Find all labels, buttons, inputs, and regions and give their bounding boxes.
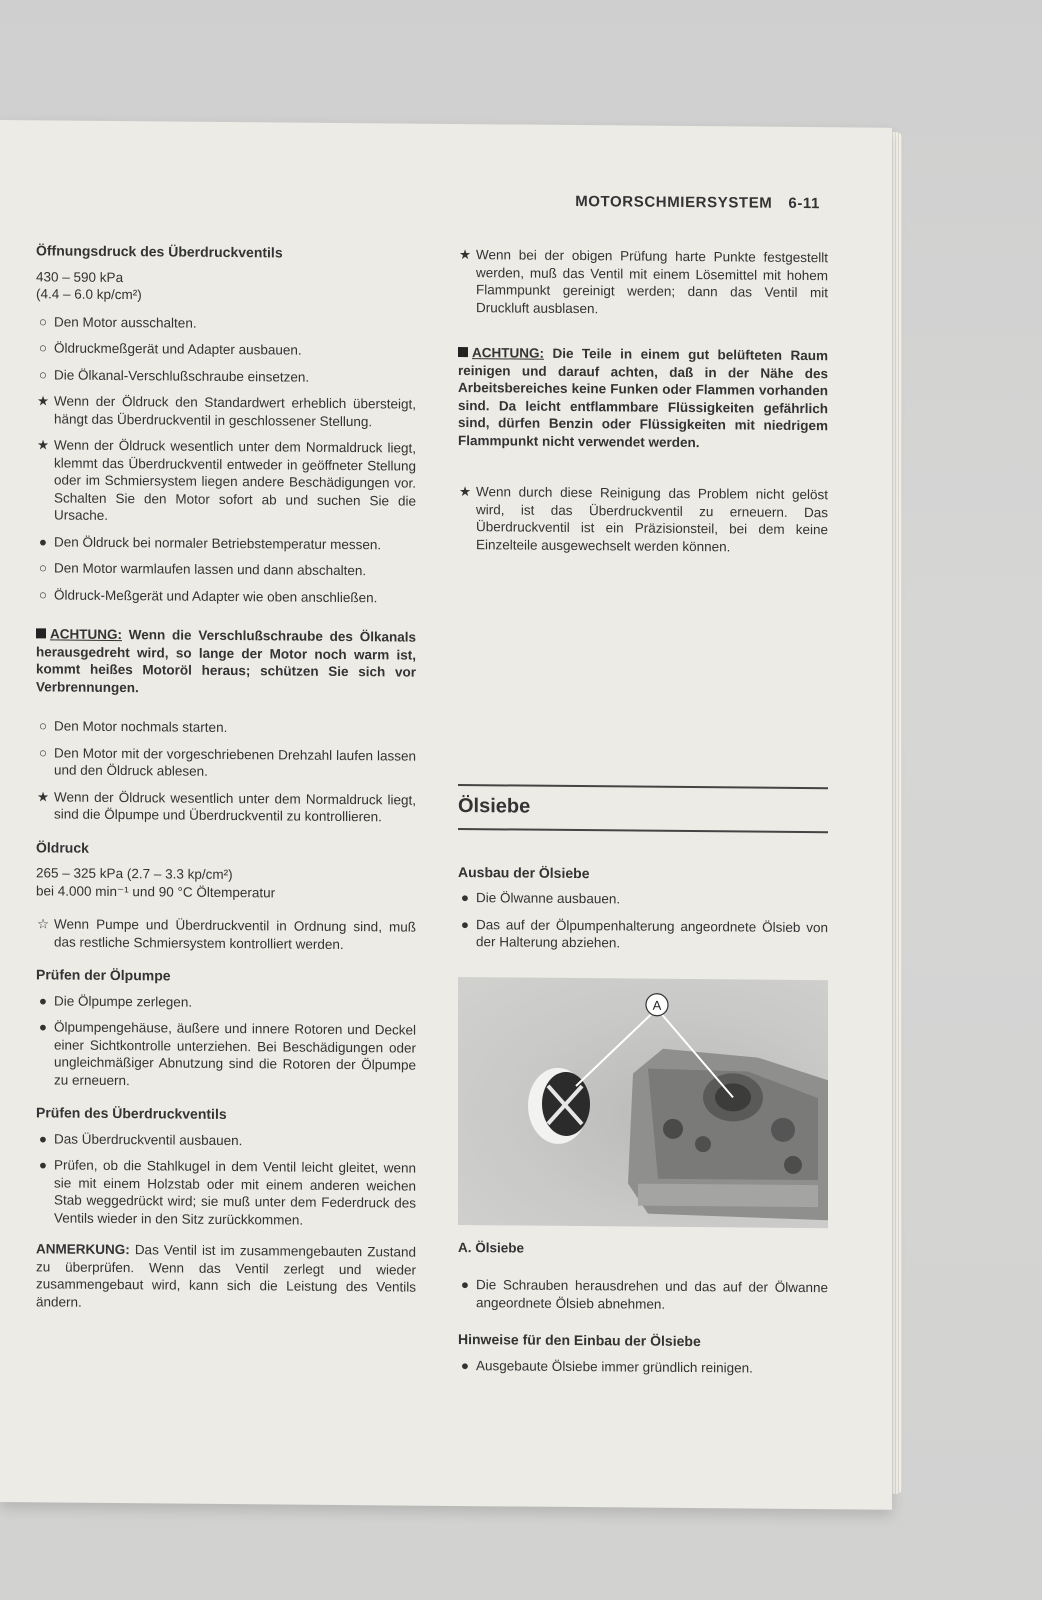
list-group: [36, 313, 416, 607]
list-item: [458, 483, 828, 556]
list-item-text: Öldruck-Meßgerät und Adapter wie oben anschließen.: [54, 586, 378, 605]
heading-check-oil-pump: Prüfen der Ölpumpe: [36, 966, 171, 984]
spec-value: (4.4 – 6.0 kp/cm²): [36, 286, 142, 303]
section-rule-bottom: [458, 827, 828, 832]
list-item: [458, 915, 828, 953]
bullet-icon: ○: [38, 560, 48, 576]
bullet-icon: ●: [38, 992, 48, 1008]
list-item: [36, 533, 416, 554]
list-item: [36, 366, 416, 387]
page-number: 6-11: [788, 194, 820, 213]
list-group: [458, 246, 828, 319]
list-group: [36, 717, 416, 826]
list-item-text: Die Ölpumpe zerlegen.: [54, 992, 193, 1010]
list-group: [458, 1356, 828, 1377]
list-item-text: Wenn der Öldruck den Standardwert erheblich übersteigt, hängt das Überdruckventil in geschlossener Stellung.: [54, 393, 416, 429]
list-item: [458, 889, 828, 910]
bullet-icon: ★: [36, 437, 50, 453]
list-item: [36, 744, 416, 782]
bullet-icon: ○: [38, 744, 48, 760]
list-item-text: Die Ölwanne ausbauen.: [476, 890, 621, 907]
bullet-icon: ●: [38, 533, 48, 549]
note-text: Das Ventil ist im zusammengebauten Zustand zu überprüfen. Wenn das Ventil zerlegt und wieder zusammengebaut wird, kann sich die Leistung des Ventils ändern.: [36, 1242, 416, 1310]
heading-oil-strainer-removal: Ausbau der Ölsiebe: [458, 863, 590, 881]
left-column: [36, 242, 416, 1313]
list-item-text: Wenn durch diese Reinigung das Problem nicht gelöst wird, ist das Überdruckventil zu erneuern. Das Überdruckventil ist ein Präzisionsteil, bei dem keine Einzelteile ausgewechselt werden können.: [476, 484, 828, 554]
warning-block: [458, 344, 828, 452]
list-group: [458, 1276, 828, 1314]
heading-installation-notes: Hinweise für den Einbau der Ölsiebe: [458, 1330, 701, 1350]
list-group: [458, 889, 828, 954]
list-item-text: Ölpumpengehäuse, äußere und innere Rotoren und Deckel einer Sichtkontrolle unterziehen. Bei Beschädigungen oder ungleichmäßiger Abnutzung sind die Rotoren der Ölpumpe zu erneuern.: [54, 1019, 416, 1088]
bullet-icon: ●: [460, 1357, 470, 1373]
list-item: [458, 246, 828, 319]
list-group: [36, 992, 416, 1092]
warning-label: ACHTUNG:: [472, 345, 544, 361]
spec-value: 430 – 590 kPa: [36, 268, 124, 285]
heading-oil-pressure: Öldruck: [36, 838, 89, 856]
right-column: [458, 246, 828, 1386]
running-header: [575, 193, 820, 212]
bullet-icon: ●: [38, 1157, 48, 1173]
bullet-icon: ★: [36, 393, 50, 409]
list-group: [36, 1130, 416, 1230]
list-item-text: Die Ölkanal-Verschlußschraube einsetzen.: [54, 366, 310, 385]
list-item: [36, 788, 416, 826]
bullet-icon: ★: [458, 484, 472, 500]
photo-callout-label: A: [652, 997, 662, 1013]
bullet-icon: ○: [38, 718, 48, 734]
engine-photo-illustration: [458, 976, 828, 1227]
bullet-icon: ●: [38, 1130, 48, 1146]
list-item-text: Ausgebaute Ölsiebe immer gründlich reinigen.: [476, 1357, 753, 1376]
list-item-text: Öldruckmeßgerät und Adapter ausbauen.: [54, 340, 302, 358]
bullet-icon: ☆: [36, 916, 50, 932]
list-item: [36, 717, 416, 738]
section-title: Ölsiebe: [458, 794, 531, 818]
list-item-text: Den Öldruck bei normaler Betriebstemperatur messen.: [54, 533, 382, 552]
bullet-icon: ○: [38, 366, 48, 382]
list-item-text: Die Schrauben herausdrehen und das auf der Ölwanne angeordnete Ölsieb abnehmen.: [476, 1277, 828, 1312]
list-item-text: Wenn Pumpe und Überdruckventil in Ordnung sind, muß das restliche Schmiersystem kontrolliert werden.: [54, 916, 416, 952]
list-item: [36, 1130, 416, 1151]
warning-text: Die Teile in einem gut belüfteten Raum reinigen und darauf achten, daß in der Nähe des Arbeitsbereiches keine Funken oder Flammen vorhanden sind. Da leicht entflammbare Flüssigkeiten gefährlich sind, dürfen Benzin oder Flüssigkeiten mit niedrigem Flammpunkt nicht verwendet werden.: [458, 345, 828, 450]
oil-strainer-photo: [458, 976, 828, 1227]
list-item-text: Den Motor ausschalten.: [54, 313, 197, 331]
list-group: [458, 483, 828, 556]
bullet-icon: ●: [460, 890, 470, 906]
list-item-text: Prüfen, ob die Stahlkugel in dem Ventil leicht gleitet, wenn sie mit einem Holzstab oder mit einem anderen weichen Stab weggedrückt wird; sie muß unter dem Federdruck des Ventils wieder in den Sitz zurückkommen.: [54, 1157, 416, 1228]
list-item: [36, 1018, 416, 1091]
bullet-icon: ○: [38, 313, 48, 329]
list-group: [36, 915, 416, 953]
heading-check-relief-valve: Prüfen des Überdruckventils: [36, 1104, 227, 1122]
header-title: MOTORSCHMIERSYSTEM: [575, 193, 773, 212]
warning-square-icon: [458, 347, 468, 357]
warning-text: Wenn die Verschlußschraube des Ölkanals herausgedreht wird, so lange der Motor noch warm ist, kommt heißes Motoröl heraus; schützen Sie sich vor Verbrennungen.: [36, 627, 416, 695]
list-item-text: Das Überdruckventil ausbauen.: [54, 1130, 243, 1148]
list-item: [36, 339, 416, 360]
bullet-icon: ●: [38, 1019, 48, 1035]
warning-square-icon: [36, 628, 46, 638]
list-item-text: Den Motor nochmals starten.: [54, 718, 228, 735]
spec-value: 265 – 325 kPa (2.7 – 3.3 kp/cm²): [36, 865, 233, 883]
bullet-icon: ●: [460, 1277, 470, 1293]
spec-value: bei 4.000 min⁻¹ und 90 °C Öltemperatur: [36, 882, 276, 900]
bullet-icon: ★: [36, 788, 50, 804]
list-item-text: Wenn bei der obigen Prüfung harte Punkte festgestellt werden, muß das Ventil mit einem Lösemittel mit hohem Flammpunkt gereinigt werden; dann das Ventil mit Druckluft ausblasen.: [476, 247, 828, 316]
bullet-icon: ○: [38, 586, 48, 602]
list-item-text: Das auf der Ölpumpenhalterung angeordnete Ölsieb von der Halterung abziehen.: [476, 916, 828, 951]
list-item-text: Den Motor mit der vorgeschriebenen Drehzahl laufen lassen und den Öldruck ablesen.: [54, 744, 416, 779]
list-item: [36, 313, 416, 334]
warning-block: [36, 625, 416, 698]
list-item: [36, 392, 416, 430]
list-item: [36, 992, 416, 1013]
list-item-text: Wenn der Öldruck wesentlich unter dem Normaldruck liegt, klemmt das Überdruckventil entweder in geöffneter Stellung oder im Schmiersystem liegen andere Beschädigungen vor. Schalten Sie den Motor sofort ab und suchen Sie die Ursache.: [54, 437, 416, 523]
photo-caption: A. Ölsiebe: [458, 1239, 525, 1256]
list-item: [36, 1156, 416, 1229]
note-label: ANMERKUNG:: [36, 1241, 130, 1258]
list-item: [458, 1276, 828, 1314]
bullet-icon: ●: [460, 916, 470, 932]
list-item-text: Den Motor warmlaufen lassen und dann abschalten.: [54, 560, 367, 579]
list-item: [36, 915, 416, 953]
manual-page: [0, 120, 892, 1510]
heading-opening-pressure: Öffnungsdruck des Überdruckventils: [36, 242, 283, 261]
warning-label: ACHTUNG:: [50, 626, 122, 643]
list-item: [36, 559, 416, 580]
bullet-icon: ★: [458, 247, 472, 263]
list-item: [36, 586, 416, 607]
list-item: [36, 436, 416, 527]
bullet-icon: ○: [38, 340, 48, 356]
list-item: [458, 1356, 828, 1377]
list-item-text: Wenn der Öldruck wesentlich unter dem Normaldruck liegt, sind die Ölpumpe und Überdruckventil zu kontrollieren.: [54, 788, 416, 825]
note-block: [36, 1240, 416, 1313]
